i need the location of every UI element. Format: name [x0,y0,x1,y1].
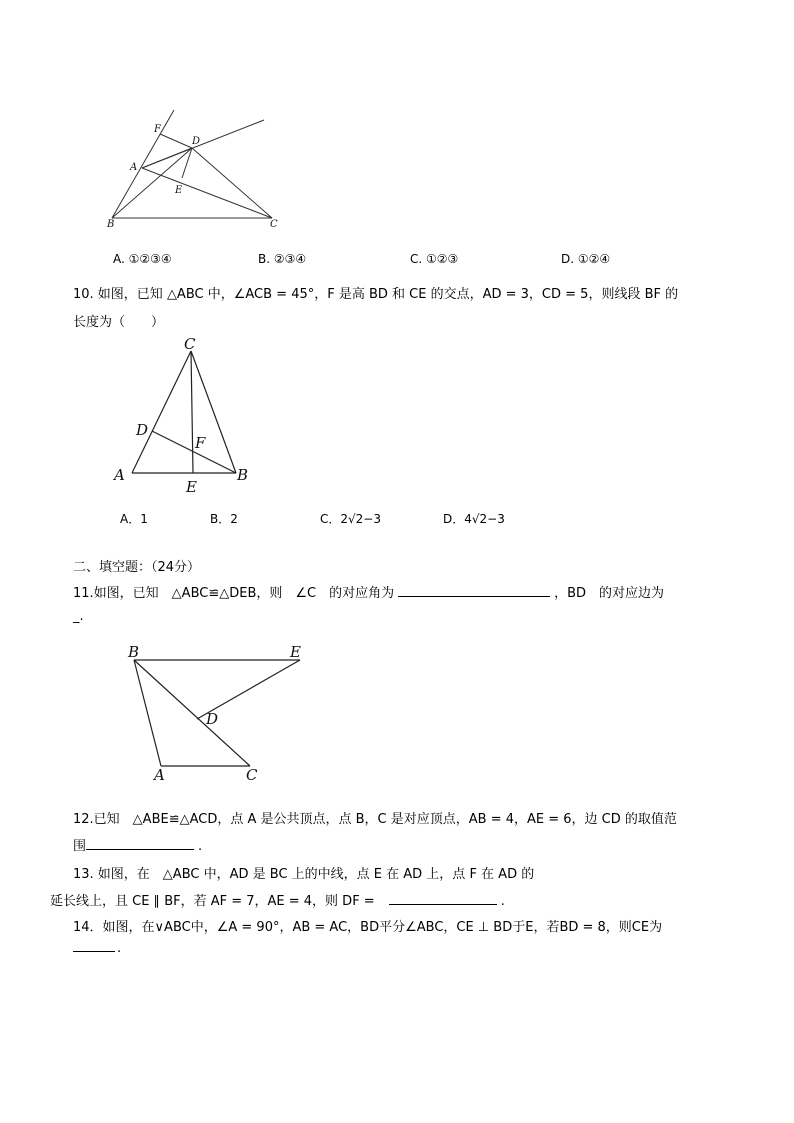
q12-blank [86,837,194,850]
q11-text-line2: _. [73,609,84,624]
q9-option-b: B. ②③④ [258,252,307,266]
fig10-label-f: F [195,434,206,452]
fig11-label-b: B [128,643,140,661]
q9-option-a: A. ①②③④ [113,252,172,266]
fig1-label-b: B [107,219,115,230]
q14-text-line1: 14．如图，在∨ABC中，∠A = 90°，AB = AC，BD平分∠ABC，CE ⊥ BD于E，若BD = 8，则CE为 [73,920,663,935]
fig11-label-e: E [290,643,301,661]
q10-option-d: D．4√2−3 [443,512,505,526]
q14-blank [73,939,115,952]
section-title: 二、填空题：（24分） [73,560,201,575]
q13-text-line1: 13. 如图，在 △ABC 中，AD 是 BC 上的中线，点 E 在 AD 上，点 F 在 AD 的 [73,867,535,882]
q13-blank [389,892,497,905]
fig10-label-b: B [237,466,249,484]
figure-q9 [100,100,280,230]
q11-text [73,582,664,601]
q13-text-prefix: 延长线上，且 CE ∥ BF，若 AF = 7，AE = 4，则 DF = [50,894,375,909]
q11-blank-1 [398,584,550,597]
fig1-label-c: C [270,219,278,230]
fig10-label-e: E [186,478,197,495]
q14-text-suffix: . [117,941,122,956]
q9-option-c: C. ①②③ [410,252,459,266]
q10-text-line2: 长度为（ ） [73,315,165,330]
q12-text-line1: 12.已知 △ABE≌△ACD，点 A 是公共顶点，点 B，C 是对应顶点，AB = 4，AE = 6，边 CD 的取值范 [73,812,677,827]
q11-text-b: ，BD 的对应边为 [554,586,665,601]
fig10-label-c: C [184,335,196,353]
q11-text-a: 11.如图，已知 △ABC≌△DEB，则 ∠C 的对应角为 [73,586,395,601]
q10-option-a: A．1 [120,512,148,526]
fig1-label-d: D [192,136,201,147]
q14-text-line2 [73,939,121,956]
fig11-label-a: A [154,766,165,784]
q12-text-prefix: 围 [73,839,87,854]
q10-text-line1: 10. 如图，已知 △ABC 中，∠ACB = 45°，F 是高 BD 和 CE 的交点，AD = 3，CD = 5，则线段 BF 的 [73,287,679,302]
fig1-label-a: A [130,162,138,173]
q13-text-suffix: . [500,894,505,909]
fig1-label-e: E [175,185,183,196]
fig10-label-a: A [114,466,125,484]
q10-option-c: C．2√2−3 [320,512,381,526]
figure-q10 [110,335,260,495]
q12-text-suffix: . [198,839,203,854]
q13-text-line2 [50,890,505,909]
fig1-label-f: F [154,124,161,135]
fig10-label-d: D [136,421,149,439]
fig11-label-c: C [246,766,258,784]
q12-text-line2 [73,835,202,854]
q9-option-d: D. ①②④ [561,252,611,266]
q10-option-b: B．2 [210,512,238,526]
figure-q11 [120,640,320,785]
fig11-label-d: D [206,710,219,728]
